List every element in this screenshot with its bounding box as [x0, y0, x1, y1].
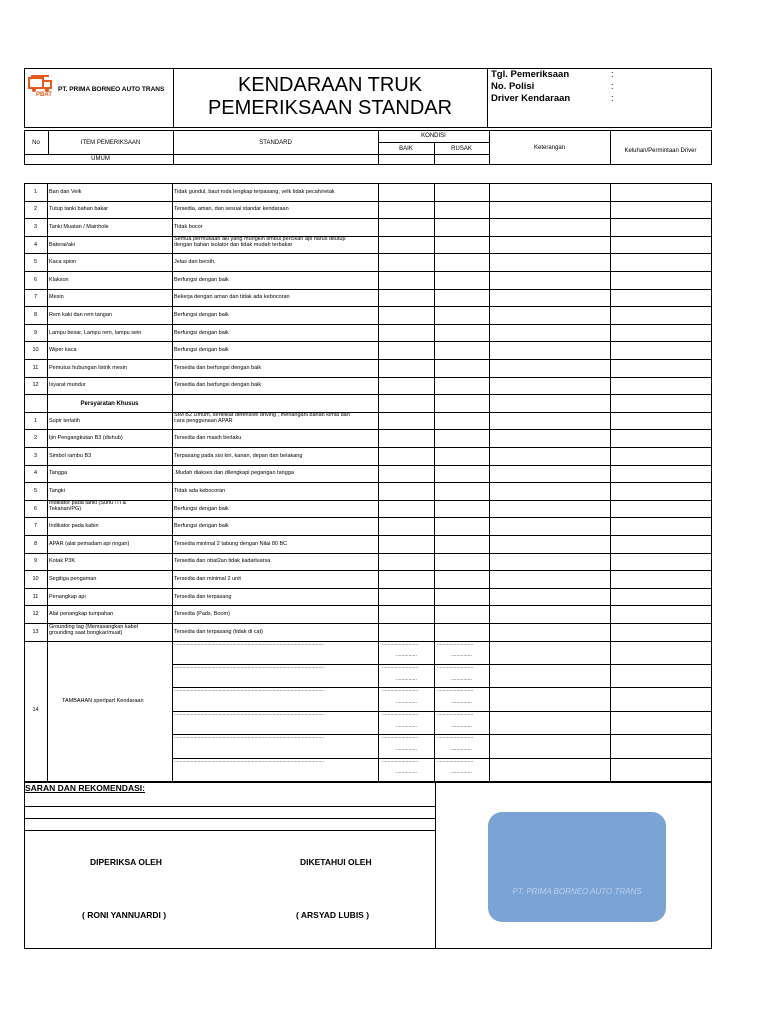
dots-standard: ............................................................................................................: [174, 641, 325, 647]
khusus-standard: Terpasang pada sisi kiri, kanan, depan dan belakang: [174, 452, 303, 459]
khusus-standard: Tersedia dan obat2an tidak kadarluarsa: [174, 558, 271, 565]
umum-no: 10: [32, 347, 39, 354]
khusus-standard: .Mudah diakses dan dilengkapi pegangan tangga: [174, 470, 294, 477]
khusus-item: Ijin Pengangkutan B3 (dishub): [49, 435, 123, 442]
umum-standard: Bekerja dengan aman dan tidak ada kebocoran: [174, 294, 290, 301]
info-sep-nopol: :: [611, 81, 614, 91]
khusus-standard: Tersedia dan masih berlaku: [174, 435, 242, 442]
umum-standard: Berfungsi dengan baik: [174, 276, 229, 283]
dots-rusak-bot: ...............: [451, 699, 472, 706]
dots-baik-bot: ...............: [396, 652, 417, 659]
khusus-no: 10: [32, 576, 39, 582]
umum-standard: Tidak gundul, baut roda lengkap terpasang, velk tidak pecah/retak: [174, 188, 335, 195]
khusus-item-2: grounding saat bongkar/muat): [49, 629, 123, 636]
dots-rusak-top: ..........................: [437, 687, 474, 694]
khusus-no: 12: [32, 611, 39, 618]
col-kondisi: KONDISI: [421, 133, 446, 139]
info-label-nopol: No. Polisi: [491, 81, 535, 92]
khusus-no: 1: [33, 417, 38, 424]
saran-label: SARAN DAN REKOMENDASI:: [25, 783, 145, 793]
khusus-no: 8: [33, 540, 38, 547]
dots-rusak-top: ..........................: [437, 710, 474, 717]
khusus-title: Persyaratan Khusus: [80, 401, 139, 407]
umum-item: Klakson: [49, 276, 69, 283]
khusus-standard: SIM B2 Umum, sertifikat defensive driving , menangani bahan kimia dan: [174, 412, 350, 419]
umum-standard: Berfungsi dengan baik: [174, 329, 229, 336]
umum-item: Wiper kaca: [49, 347, 77, 354]
form-title-line2: PEMERIKSAAN STANDAR: [207, 97, 453, 119]
umum-no: 5: [33, 259, 38, 266]
col-rusak: RUSAK: [451, 146, 472, 152]
dots-standard: ............................................................................................................: [174, 735, 325, 741]
umum-no: 2: [33, 206, 38, 213]
khusus-item: Indikator pada kabin: [49, 523, 99, 530]
umum-standard: Semua permukaan aki yang mungkin timbul percikan api harus ditutup: [174, 236, 346, 243]
col-standard: STANDARD: [259, 140, 292, 146]
umum-standard: Tidak bocor: [174, 224, 203, 230]
umum-standard: Berfungsi dengan baik: [174, 312, 229, 318]
info-sep-driver: :: [611, 93, 614, 103]
dots-baik-bot: ...............: [396, 699, 417, 706]
khusus-standard: Tersedia minimal 2 tabung dengan Nilai 80 BC: [174, 540, 288, 547]
dots-standard: ............................................................................................................: [174, 711, 325, 717]
umum-item: Isyarat mundur: [49, 382, 86, 389]
signatory-1: ( RONI YANNUARDI ): [82, 910, 167, 920]
col-no: No: [32, 140, 40, 146]
khusus-item: Grounding tag (Memasangkan kabel: [49, 623, 138, 630]
umum-item: Pemutus hubungan listrik mesin: [49, 364, 127, 371]
umum-no: 3: [33, 224, 38, 230]
dots-baik-bot: ...............: [396, 675, 417, 682]
dots-baik-top: ..........................: [382, 710, 419, 717]
dots-rusak-bot: ...............: [451, 745, 472, 752]
khusus-standard: Tersedia dan terpasang: [174, 593, 232, 600]
khusus-item-2: Tekanan/PG): [49, 506, 82, 513]
khusus-standard: Berfungsi dengan baik: [174, 523, 229, 530]
umum-no: 4: [33, 241, 38, 248]
diperiksa-label: DIPERIKSA OLEH: [90, 857, 162, 867]
dots-rusak-bot: ...............: [451, 652, 472, 659]
info-sep-tgl: :: [611, 69, 614, 79]
company-name: PT. PRIMA BORNEO AUTO TRANS: [58, 86, 165, 93]
khusus-item: Indikator pada tanki (Suhu /TI &: [49, 500, 127, 507]
dots-baik-top: ..........................: [382, 734, 419, 741]
dots-baik-top: ..........................: [382, 640, 419, 647]
umum-no: 1: [33, 188, 38, 195]
khusus-item: Segitiga pengaman: [49, 576, 97, 582]
col-umum: UMUM: [91, 156, 110, 162]
khusus-standard: Tidak ada kebocoran: [174, 488, 226, 494]
umum-standard: Tersedia, aman, dan sesuai standar kendaraan: [174, 206, 289, 213]
logo-text: PBAT: [36, 92, 52, 98]
khusus-item: Simbol rambu B3: [49, 452, 92, 459]
dots-rusak-bot: ...............: [451, 769, 472, 776]
khusus-no: 11: [32, 593, 39, 600]
khusus-no: 2: [33, 435, 38, 442]
dots-baik-bot: ...............: [396, 745, 417, 752]
umum-no: 8: [33, 312, 38, 318]
col-baik: BAIK: [399, 146, 413, 152]
umum-item: Mesin: [49, 294, 64, 301]
dots-rusak-top: ..........................: [437, 757, 474, 764]
company-stamp: [488, 812, 666, 922]
khusus-item: Supir terlatih: [49, 417, 80, 424]
khusus-standard: Tersedia (Pads, Boom): [174, 611, 230, 618]
khusus-item: Kotak P3K: [49, 558, 75, 565]
khusus-no: 13: [32, 628, 39, 635]
umum-item: Kaca spion: [49, 259, 77, 266]
umum-item: Ban dan Velk: [49, 188, 82, 195]
khusus-item: APAR (alat pemadam api ringan): [49, 540, 130, 547]
khusus-no: 5: [33, 488, 38, 494]
dots-standard: ............................................................................................................: [174, 665, 325, 670]
dots-baik-bot: ...............: [396, 769, 417, 776]
khusus-standard: Tersedia dan minimal 2 unit: [174, 576, 241, 582]
khusus-standard: Berfungsi dengan baik: [174, 505, 229, 512]
umum-item: Tutup tanki bahan bakar: [49, 206, 109, 213]
umum-standard: Tersedia dan berfungsi dengan baik: [174, 364, 262, 371]
khusus-no: 3: [33, 452, 38, 459]
dots-rusak-top: ..........................: [437, 640, 474, 647]
umum-standard: Berfungsi dengan baik: [174, 347, 229, 354]
col-item: ITEM PEMERIKSAAN: [80, 140, 141, 146]
umum-item: Tanki Muatan / Mainhole: [49, 224, 109, 230]
umum-item: Rem kaki dan rem tangan: [49, 312, 112, 318]
khusus-item: Tangga: [49, 470, 68, 477]
dots-baik-top: ..........................: [382, 664, 419, 670]
dots-baik-bot: ...............: [396, 722, 417, 729]
khusus-no: 4: [33, 470, 38, 477]
umum-no: 7: [33, 294, 38, 301]
umum-no: 6: [33, 276, 38, 283]
info-label-tgl: Tgl. Pemeriksaan: [491, 69, 570, 80]
khusus-no: 6: [33, 505, 38, 512]
umum-no: 12: [32, 382, 39, 389]
diketahui-label: DIKETAHUI OLEH: [300, 857, 372, 867]
khusus-standard-2: cara penggunaan APAR: [174, 418, 233, 425]
umum-item: Baterai/aki: [49, 241, 75, 248]
dots-rusak-top: ..........................: [437, 734, 474, 741]
umum-standard-2: dengan bahan isolator dan tidak mudah terbakar: [174, 242, 293, 249]
dots-rusak-bot: ...............: [451, 675, 472, 682]
dots-standard: ............................................................................................................: [174, 688, 325, 694]
dots-baik-top: ..........................: [382, 687, 419, 694]
khusus-item: Penangkap api: [49, 593, 86, 600]
khusus-no: 9: [33, 558, 38, 565]
dots-standard: ............................................................................................................: [174, 758, 325, 764]
info-label-driver: Driver Kendaraan: [491, 93, 571, 104]
umum-no: 11: [32, 364, 39, 371]
tambahan-label: TAMBAHAN sperlpart Kendaraan: [62, 697, 144, 704]
col-keluhan: Keluhan/Permintaan Driver: [624, 148, 697, 154]
tambahan-no: 14: [32, 706, 39, 713]
umum-no: 9: [33, 329, 38, 336]
signatory-2: ( ARSYAD LUBIS ): [296, 910, 370, 920]
dots-rusak-bot: ...............: [451, 722, 472, 729]
khusus-item: Alat penangkap tumpahan: [49, 611, 114, 618]
umum-standard: Jelas dan bersih.: [174, 259, 216, 266]
dots-baik-top: ..........................: [382, 757, 419, 764]
khusus-no: 7: [33, 523, 38, 530]
khusus-standard: Tersedia dan terpasang (tidak di cat): [174, 628, 263, 635]
umum-item: Lampu besar, Lampu rem, lampu sein: [49, 329, 142, 336]
dots-rusak-top: ..........................: [437, 664, 474, 670]
form-title-line1: KENDARAAN TRUK: [237, 74, 423, 96]
stamp-text: PT. PRIMA BORNEO AUTO TRANS: [512, 887, 642, 896]
khusus-item: Tangki: [49, 488, 65, 494]
col-keterangan: Keterangan: [533, 145, 566, 151]
umum-standard: Tersedia dan berfungsi dengan baik: [174, 382, 262, 389]
